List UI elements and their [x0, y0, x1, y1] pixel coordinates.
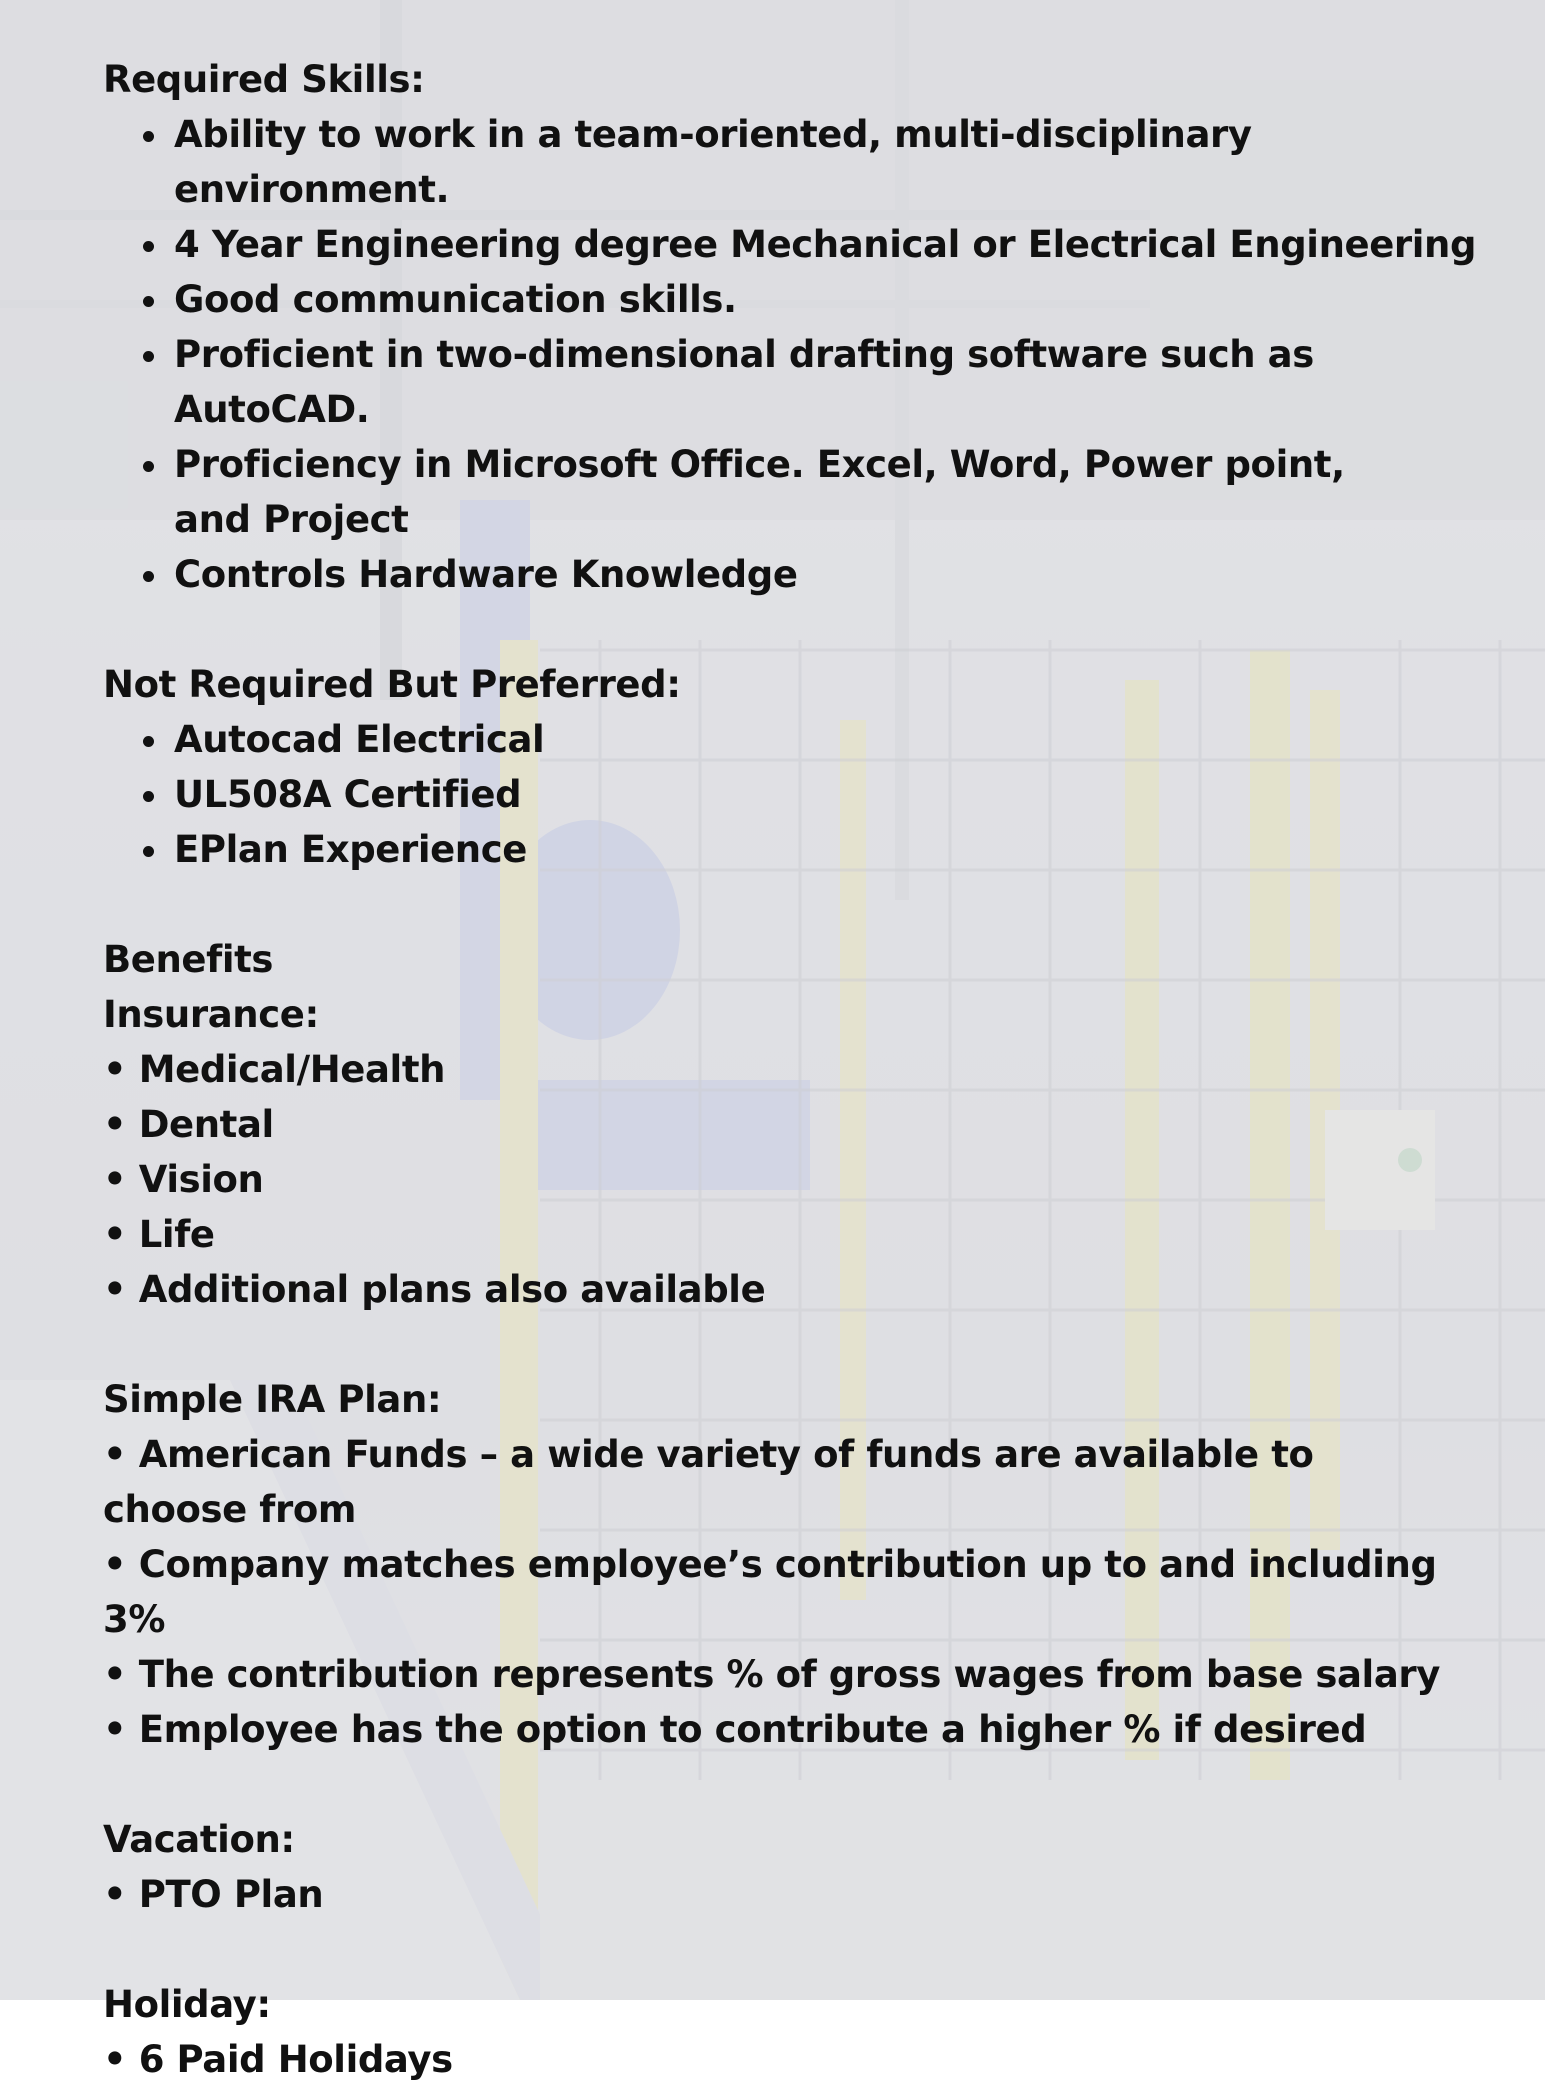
vacation-heading: Vacation:: [103, 1818, 295, 1861]
list-item: • Medical/Health: [103, 1048, 446, 1091]
benefits-heading: Benefits: [103, 938, 274, 981]
list-item: • Vision: [103, 1158, 264, 1201]
required-skills-section: [103, 52, 1483, 602]
list-item: • Life: [103, 1213, 215, 1256]
preferred-section: [103, 657, 1483, 877]
list-item: • Controls Hardware Knowledge: [172, 547, 1483, 602]
required-skills-heading: Required Skills:: [103, 58, 425, 101]
insurance-heading: Insurance:: [103, 993, 319, 1036]
list-item: • EPlan Experience: [172, 822, 1483, 877]
list-item: • UL508A Certified: [172, 767, 1483, 822]
list-item: • Proficient in two-dimensional drafting software such as AutoCAD.: [172, 327, 1483, 437]
benefits-section: [103, 932, 1483, 2087]
job-posting-text: [103, 52, 1483, 2087]
list-item: • 4 Year Engineering degree Mechanical or Electrical Engineering: [172, 217, 1483, 272]
list-item: • Good communication skills.: [172, 272, 1483, 327]
ira-heading: Simple IRA Plan:: [103, 1378, 442, 1421]
list-item: • Company matches employee’s contribution up to and including 3%: [103, 1543, 1437, 1641]
preferred-list: [103, 712, 1483, 877]
required-skills-list: [103, 107, 1483, 602]
holiday-heading: Holiday:: [103, 1983, 271, 2026]
list-item: • 6 Paid Holidays: [103, 2038, 453, 2081]
preferred-heading: Not Required But Preferred:: [103, 663, 681, 706]
list-item: • American Funds – a wide variety of funds are available to choose from: [103, 1433, 1314, 1531]
list-item: • Employee has the option to contribute a higher % if desired: [103, 1708, 1367, 1751]
list-item: • Proficiency in Microsoft Office. Excel, Word, Power point, and Project: [172, 437, 1354, 547]
list-item: • Ability to work in a team-oriented, multi-disciplinary environment.: [172, 107, 1483, 217]
list-item: • Autocad Electrical: [172, 712, 1483, 767]
list-item: • PTO Plan: [103, 1873, 324, 1916]
list-item: • Additional plans also available: [103, 1268, 766, 1311]
list-item: • Dental: [103, 1103, 274, 1146]
list-item: • The contribution represents % of gross wages from base salary: [103, 1653, 1440, 1696]
